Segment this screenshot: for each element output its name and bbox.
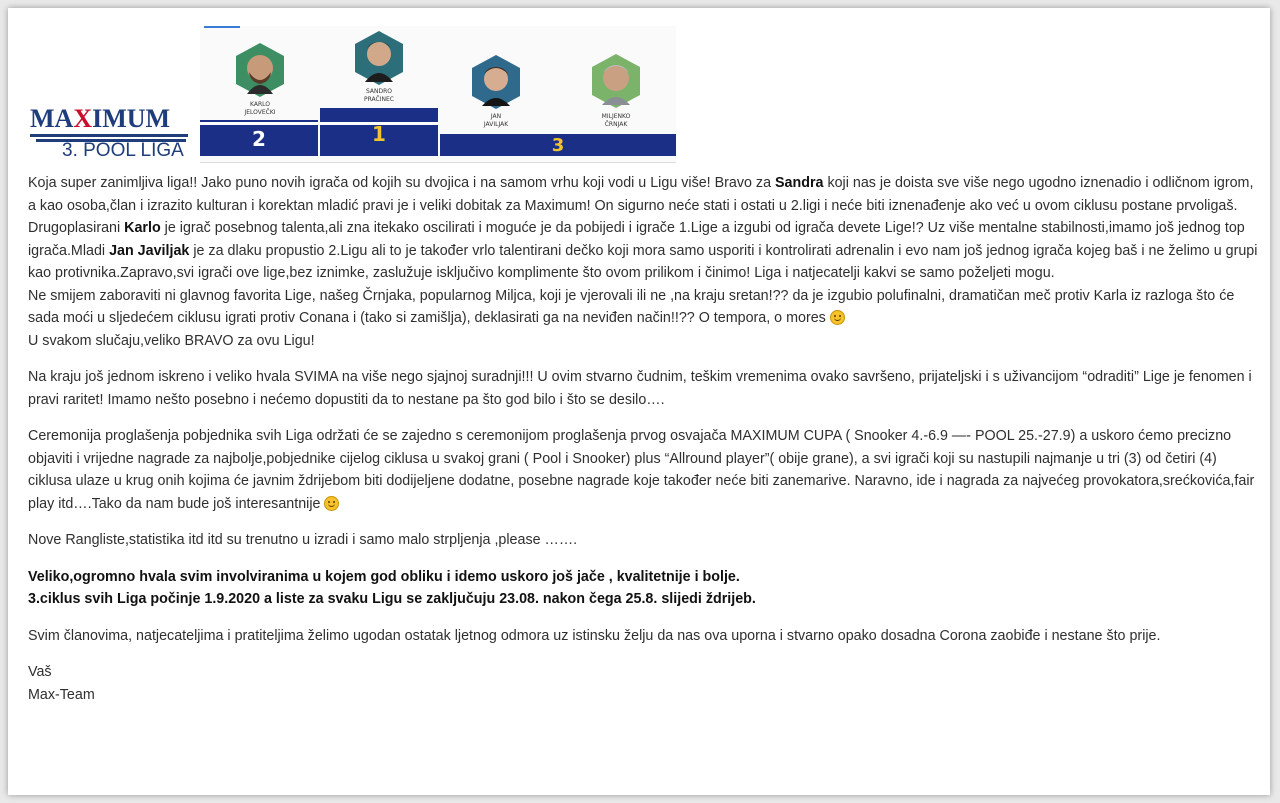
smiley-icon [324,496,339,511]
paragraph-intro: Koja super zanimljiva liga!! Jako puno novih igrača od kojih su dvojica i na samom vrhu koji vodi u Ligu više! Bravo za Sandra koji nas je doista sve više nego ugodno iznenadio i odličnom igrom, a kao osoba,član i izrazito kulturan i korektan mladić pravi je i veliki dobitak za Maximum! On sigurno neće stati i ostati u 2.ligi i neće biti iznenađenje ako već u ovom ciklusu postane prvoligaš. Drugoplasirani Karlo je igrač posebnog talenta,ali zna itekako oscilirati i moguće je da pobijedi i igrače 1.Lige a izgubi od igrača devete Lige!? Uz više mentalne stabilnosti,imamo još jednog top igrača.Mladi Jan Javiljak je za dlaku propustio 2.Ligu ali to je također vrlo talentirani dečko koji mora samo usporiti i kontrolirati adrenalin i evo nam još jednog igrača kojeg baš i ne želimo u grupi kao protivnika.Zapravo,svi igrači ove lige,bez iznimke, zaslužuje isključivo komplimente što ovom prilikom i činimo! Liga i natjecatelji kakvi se samo poželjeti mogu. Ne smijem zaboraviti ni glavnog favorita Lige, našeg Črnjaka, popularnog Miljca, koji je vjerovali ili ne ,na kraju sretan!?? da je izgubio polufinalni, dramatičan meč protiv Karla iz razloga što će sada moći u sljedećem ciklusu igrati protiv Conana i (tako si zamišlja), deklasirati ga na neviđen način!!?? O tempora, o mores U svakom slučaju,veliko BRAVO za ovu Ligu! [28,175,1258,349]
player-name-miljenko: MILJENKO ČRNJAK [601,113,631,128]
paragraph-closing: Svim članovima, natjecateljima i pratiteljima želimo ugodan ostatak ljetnog odmora uz istinsku želju da nas ova uporna i stvarno opako dosadna Corona zaobiđe i nestane što prije. [28,627,1161,644]
player-name-bold: Jan Javiljak [109,242,190,259]
player-photo-miljenko [590,53,642,109]
maximum-logo [30,104,194,162]
signature: Vaš Max-Team [28,664,95,703]
player-photo-jan [470,54,522,110]
player-name-bold: Karlo [124,220,161,236]
podium-block-second: 2 [200,120,318,156]
article-body [28,172,1260,720]
player-name-sandro: SANDRO PRAČINEC [364,88,394,103]
player-name-jan: JAN JAVILJAK [483,113,509,128]
podium-image [200,26,676,163]
player-name-bold: Sandra [775,175,824,191]
player-photo-sandro [353,30,405,86]
player-name-karlo: KARLO JELOVEČKI [244,101,276,116]
logo-wordmark: MAXIMUM [30,104,171,133]
paragraph-announcement: Veliko,ogromno hvala svim involviranima u kojem god obliku i idemo uskoro još jače , kvalitetnije i bolje. 3.ciklus svih Liga počinje 1.9.2020 a liste za svaku Ligu se zaključuju 23.08. nakon čega 25.8. slijedi ždrijeb. [28,568,756,607]
article-card [8,8,1270,795]
paragraph-rankings: Nove Rangliste,statistika itd itd su trenutno u izradi i samo malo strpljenja ,please ……. [28,532,578,548]
podium-block-third: 3 [440,134,676,156]
paragraph-ceremony: Ceremonija proglašenja pobjednika svih Liga održati će se zajedno s ceremonijom proglašenja prvog osvajača MAXIMUM CUPA ( Snooker 4.-6.9 —- POOL 25.-27.9) a uskoro ćemo precizno objaviti i vrijedne nagrade za najbolje,pobjednike cijelog ciklusa u svakoj grani ( Pool i Snooker) plus “Allround player”( obije grane), a svi igrači koji su nastupili najmanje u tri (3) od četiri (4) ciklusa ulaze u krug onih kojima će javnim ždrijebom biti dodijeljene dodatne, posebne nagrade koje također neće biti zanemarive. Naravno, ide i nagrada za najvećeg provokatora,srećkovića,fair play itd….Tako da nam bude još interesantnije [28,428,1255,512]
logo-subtitle: 3. POOL LIGA [62,140,184,161]
podium-block-first: 1 [320,108,438,156]
paragraph-thanks: Na kraju još jednom iskreno i veliko hvala SVIMA na više nego sjajnoj suradnji!!! U ovim stvarno čudnim, teškim vremenima ovako savršeno, prijateljski i s uživancijom “odraditi” Lige je fenomen i pravi raritet! Imamo nešto posebno i nećemo dopustiti da to nestane pa što god bilo i što se desilo…. [28,369,1252,408]
smiley-icon [830,310,845,325]
player-photo-karlo [234,42,286,98]
